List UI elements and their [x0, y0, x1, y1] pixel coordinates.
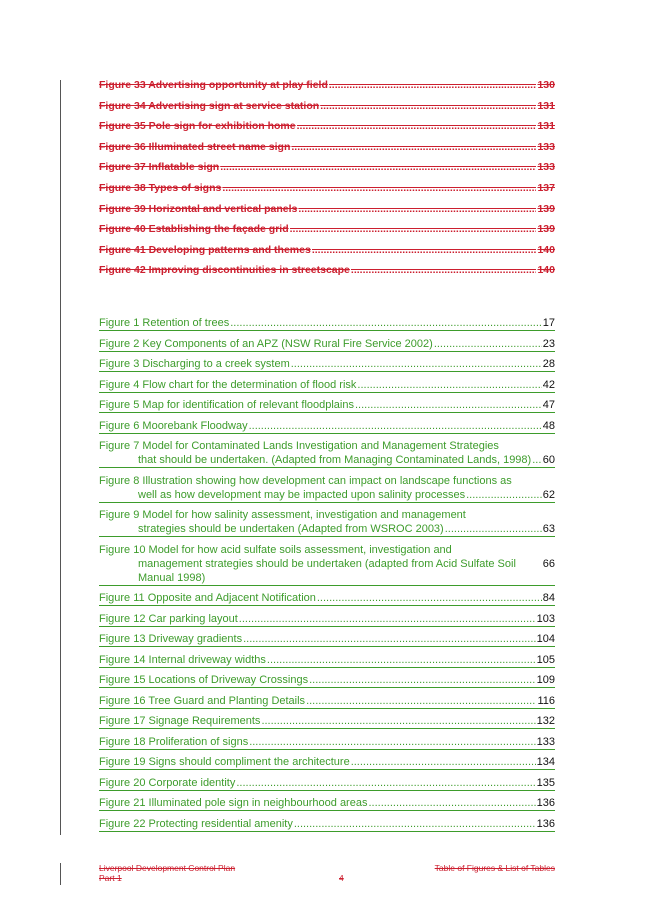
toc-entry[interactable]: Figure 1 Retention of trees ..... 17 [99, 316, 555, 331]
toc-entry[interactable]: Figure 35 Pole sign for exhibition home ..... 131 [99, 119, 555, 140]
footer-document-title: Liverpool Development Control Plan [99, 863, 236, 873]
toc-entry[interactable]: Figure 18 Proliferation of signs ..... 133 [99, 735, 555, 750]
toc-entry[interactable]: Figure 17 Signage Requirements ..... 132 [99, 714, 555, 729]
inserted-figure-list [99, 316, 555, 837]
footer-section-title: Table of Figures & List of Tables [434, 863, 555, 873]
toc-entry[interactable]: Figure 34 Advertising sign at service station ..... 131 [99, 99, 555, 120]
deleted-figure-list [99, 78, 555, 284]
footer-part: Part 1 [99, 873, 122, 883]
toc-entry-multiline[interactable]: Figure 8 Illustration showing how development can impact on landscape functions as well as how development may be impacted upon salinity processes ..... 62 [99, 474, 555, 503]
toc-entry-multiline[interactable]: Figure 9 Model for how salinity assessment, investigation and management strategies should be undertaken (Adapted from WSROC 2003) ..... 63 [99, 508, 555, 537]
toc-entry[interactable]: Figure 15 Locations of Driveway Crossings ..... 109 [99, 673, 555, 688]
toc-entry[interactable]: Figure 14 Internal driveway widths ..... 105 [99, 653, 555, 668]
toc-entry-multiline[interactable]: Figure 10 Model for how acid sulfate soils assessment, investigation and management strategies should be undertaken (adapted from Acid Sulfate Soil Manual 1998) 66 [99, 543, 555, 584]
toc-entry[interactable]: Figure 6 Moorebank Floodway ..... 48 [99, 419, 555, 434]
toc-entry[interactable]: Figure 3 Discharging to a creek system ..... 28 [99, 357, 555, 372]
toc-entry[interactable]: Figure 42 Improving discontinuities in streetscape ..... 140 [99, 263, 555, 284]
change-bar [60, 80, 61, 835]
toc-entry[interactable]: Figure 16 Tree Guard and Planting Details ..... 116 [99, 694, 555, 709]
toc-entry[interactable]: Figure 4 Flow chart for the determination of flood risk ..... 42 [99, 378, 555, 393]
change-bar-footer [60, 863, 61, 885]
toc-entry[interactable]: Figure 11 Opposite and Adjacent Notification ..... 84 [99, 591, 555, 606]
footer-page-number: 4 [339, 873, 344, 883]
toc-entry[interactable]: Figure 13 Driveway gradients ..... 104 [99, 632, 555, 647]
toc-entry[interactable]: Figure 39 Horizontal and vertical panels ..... 139 [99, 202, 555, 223]
toc-entry[interactable]: Figure 41 Developing patterns and themes ..... 140 [99, 243, 555, 264]
toc-entry[interactable]: Figure 19 Signs should compliment the architecture ..... 134 [99, 755, 555, 770]
toc-entry[interactable]: Figure 37 Inflatable sign ..... 133 [99, 160, 555, 181]
toc-entry[interactable]: Figure 12 Car parking layout ..... 103 [99, 612, 555, 627]
toc-entry[interactable]: Figure 21 Illuminated pole sign in neighbourhood areas ..... 136 [99, 796, 555, 811]
toc-entry[interactable]: Figure 20 Corporate identity ..... 135 [99, 776, 555, 791]
toc-entry[interactable]: Figure 36 Illuminated street name sign ..... 133 [99, 140, 555, 161]
toc-entry[interactable]: Figure 22 Protecting residential amenity ..... 136 [99, 817, 555, 832]
toc-entry[interactable]: Figure 5 Map for identification of relevant floodplains ..... 47 [99, 398, 555, 413]
toc-entry[interactable]: Figure 40 Establishing the façade grid ..... 139 [99, 222, 555, 243]
page-footer [99, 863, 555, 883]
toc-entry[interactable]: Figure 33 Advertising opportunity at play field ..... 130 [99, 78, 555, 99]
toc-entry[interactable]: Figure 38 Types of signs ..... 137 [99, 181, 555, 202]
toc-entry-multiline[interactable]: Figure 7 Model for Contaminated Lands Investigation and Management Strategies that should be undertaken. (Adapted from Managing Contaminated Lands, 1998) ..... 60 [99, 439, 555, 468]
toc-entry[interactable]: Figure 2 Key Components of an APZ (NSW Rural Fire Service 2002) ..... 23 [99, 337, 555, 352]
